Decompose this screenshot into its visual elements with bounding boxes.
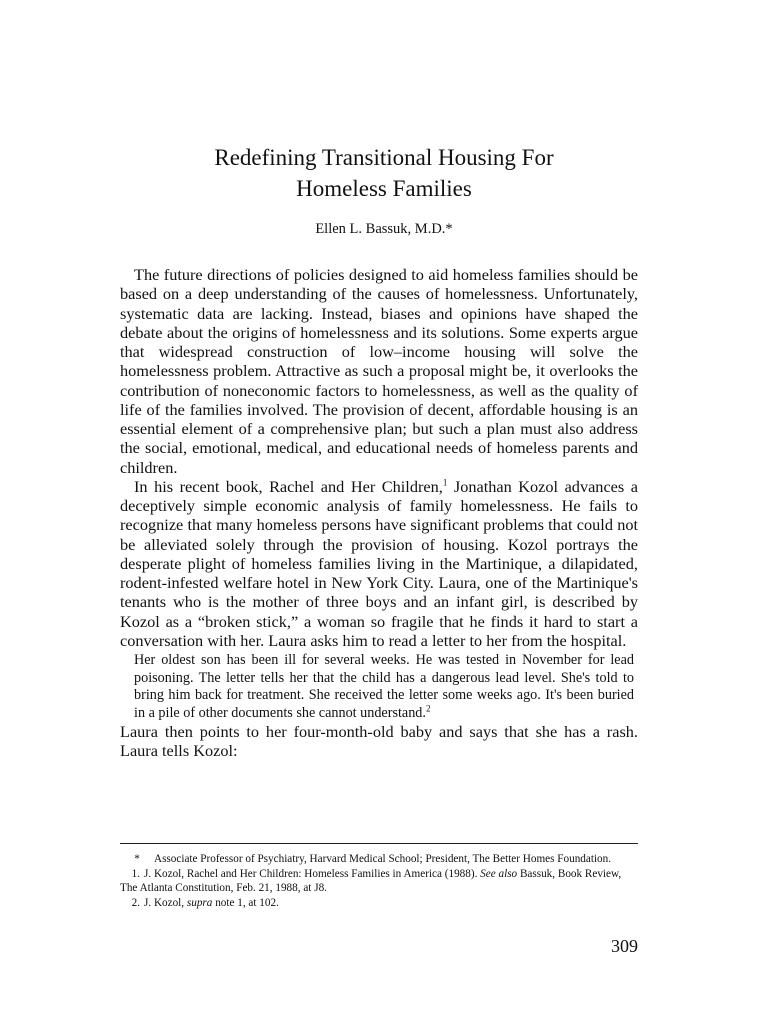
article-title <box>0 142 768 204</box>
footnote-ref-2[interactable]: 2 <box>425 702 431 713</box>
block-quote-text: Her oldest son has been ill for several weeks. He was tested in November for lead poisoning. The letter tells her that the child has a dangerous lead level. She's told to bring him back for treatment. She received the letter some weeks ago. It's been buried in a pile of other documents she cannot understand. <box>134 652 634 721</box>
footnote-1-text-b: Bassuk, Book Review, The Atlanta Constitution, Feb. 21, 1988, at J8. <box>120 867 622 894</box>
footnote-1 <box>120 867 638 896</box>
footnote-divider <box>120 843 638 844</box>
footnote-1-text-a: J. Kozol, Rachel and Her Children: Homeless Families in America (1988). <box>144 867 478 880</box>
footnote-author-affiliation <box>120 852 638 867</box>
page-number: 309 <box>611 936 638 956</box>
footnote-1-see-also: See also <box>480 867 518 880</box>
footnote-2-text-a: J. Kozol, <box>144 896 185 909</box>
article-title-line-2: Homeless Families <box>296 176 472 201</box>
footnote-ref-1[interactable]: 1 <box>442 477 448 488</box>
footnote-2-text-b: note 1, at 102. <box>215 896 279 909</box>
article-author: Ellen L. Bassuk, M.D.* <box>315 221 453 237</box>
footnote-star-text: Associate Professor of Psychiatry, Harvard Medical School; President, The Better Homes Foundation. <box>154 853 612 865</box>
footnote-2 <box>120 896 638 911</box>
article-body <box>120 265 638 761</box>
paragraph-2-rest: Jonathan Kozol advances a deceptively simple economic analysis of family homelessness. He fails to recognize that many homeless persons have significant problems that could not be alleviated solely through the provision of housing. Kozol portrays the desperate plight of homeless families living in the Martinique, a dilapidated, rodent-infested welfare hotel in New York City. Laura, one of the Martinique's tenants who is the mother of three boys and an infant girl, is described by Kozol as a “broken stick,” a woman so fragile that he finds it hard to start a conversation with her. Laura asks him to read a letter to her from the hospital. <box>120 476 638 650</box>
block-quote <box>134 652 634 722</box>
article-title-line-1: Redefining Transitional Housing For <box>214 145 554 170</box>
footnotes <box>120 852 638 910</box>
paragraph-2-start: In his recent book, Rachel and Her Children, <box>134 476 443 496</box>
body-paragraph-1: The future directions of policies designed to aid homeless families should be based on a deep understanding of the causes of homelessness. Unfortunately, systematic data are lacking. Instead, biases and opinions have shaped the debate about the origins of homelessness and its solutions. Some experts argue that widespread construction of low–income housing will solve the homelessness problem. Attractive as such a proposal might be, it overlooks the contribution of noneconomic factors to homelessness, as well as the quality of life of the families involved. The provision of decent, affordable housing is an essential element of a comprehensive plan; but such a plan must also address the social, emotional, medical, and educational needs of homeless parents and children. <box>120 265 638 477</box>
body-paragraph-3: Laura then points to her four-month-old baby and says that she has a rash. Laura tells Kozol: <box>120 722 638 761</box>
footnote-2-number: 2. <box>131 896 140 909</box>
footnote-2-supra: supra <box>186 896 213 909</box>
footnote-star-mark: * <box>134 853 140 865</box>
footnote-1-number: 1. <box>131 867 140 880</box>
body-paragraph-2 <box>120 477 638 650</box>
